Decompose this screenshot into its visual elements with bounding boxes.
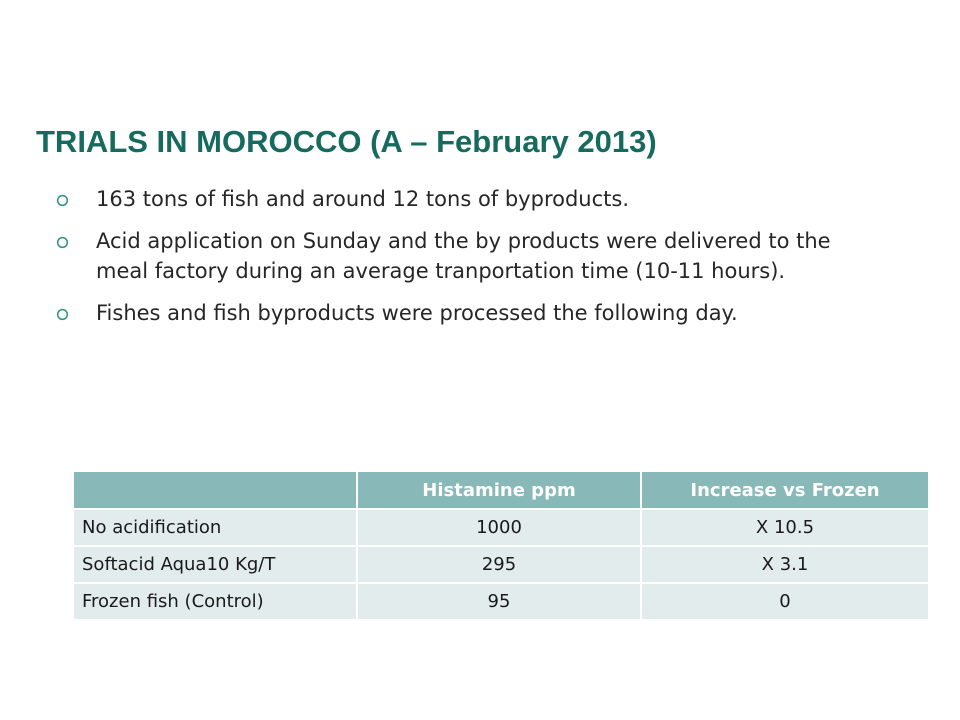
table-header-histamine: Histamine ppm <box>357 471 641 509</box>
slide-title: TRIALS IN MOROCCO (A – February 2013) <box>36 124 657 159</box>
table-cell-treatment: No acidification <box>73 509 357 546</box>
hollow-circle-bullet-icon <box>56 236 69 249</box>
table-cell-increase: 0 <box>641 583 929 620</box>
bullet-item <box>56 298 876 328</box>
table-cell-treatment: Frozen fish (Control) <box>73 583 357 620</box>
hollow-circle-bullet-icon <box>56 194 69 207</box>
hollow-circle-bullet-icon <box>56 308 69 321</box>
bullet-item <box>56 184 876 214</box>
table-cell-histamine: 1000 <box>357 509 641 546</box>
table-cell-treatment: Softacid Aqua10 Kg/T <box>73 546 357 583</box>
table-cell-increase: X 10.5 <box>641 509 929 546</box>
bullet-item <box>56 226 876 286</box>
table-row <box>73 509 929 546</box>
table-header-row <box>73 471 929 509</box>
bullet-text: 163 tons of fish and around 12 tons of byproducts. <box>96 187 629 211</box>
bullet-text: Acid application on Sunday and the by products were delivered to the meal factory during an average tranportation time (10-11 hours). <box>96 229 831 283</box>
table-row <box>73 546 929 583</box>
table-cell-histamine: 295 <box>357 546 641 583</box>
table-cell-histamine: 95 <box>357 583 641 620</box>
table-header-increase: Increase vs Frozen <box>641 471 929 509</box>
table-cell-increase: X 3.1 <box>641 546 929 583</box>
table-row <box>73 583 929 620</box>
histamine-table <box>72 470 930 621</box>
table-header-empty <box>73 471 357 509</box>
bullet-list <box>56 184 876 340</box>
bullet-text: Fishes and fish byproducts were processed the following day. <box>96 301 738 325</box>
